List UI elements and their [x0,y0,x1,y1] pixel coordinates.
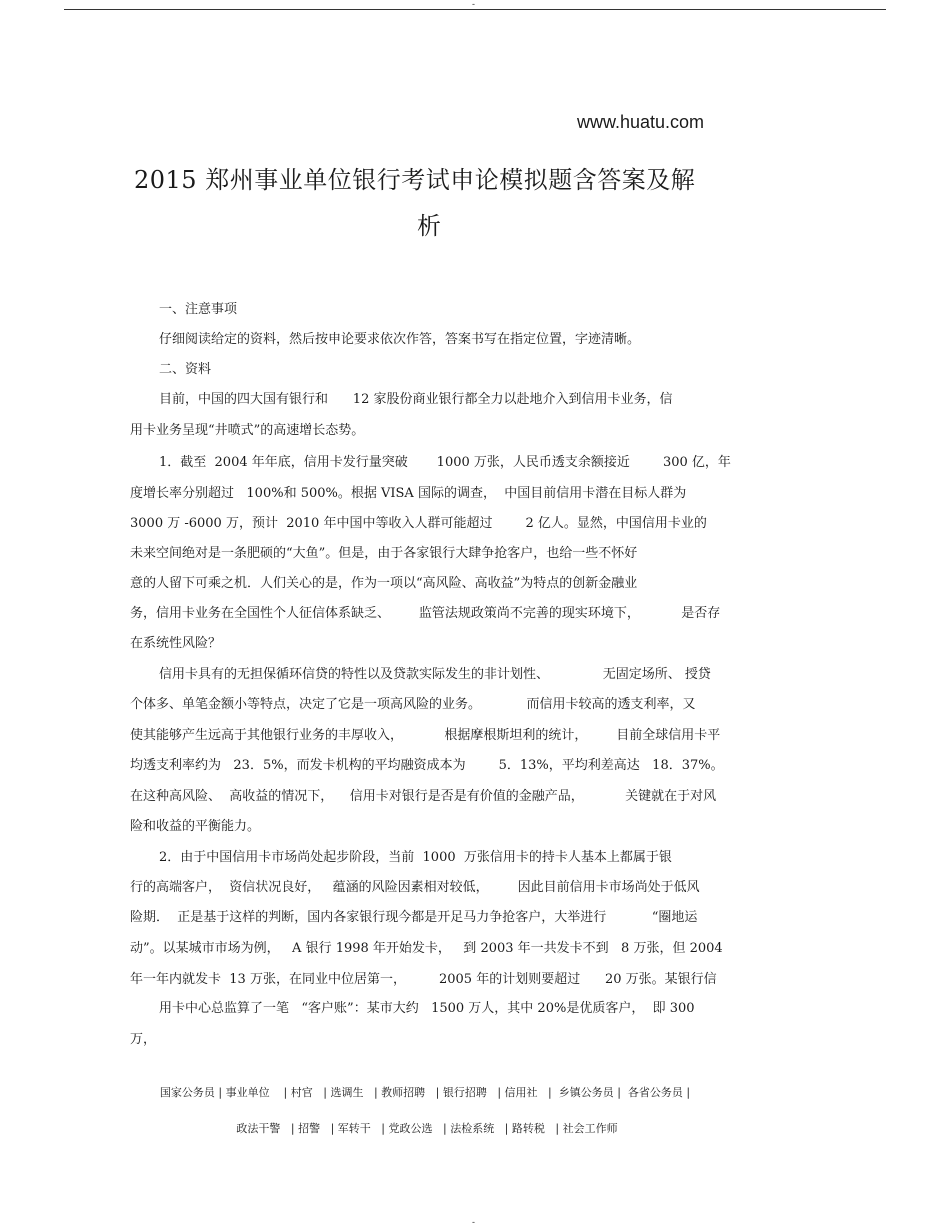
body-line: 意的人留下可乘之机．人们关心的是，作为一项以“高风险、高收益”为特点的创新金融业 [130,576,638,591]
body-line: 仔细阅读给定的资料，然后按申论要求依次作答，答案书写在指定位置，字迹清晰。 [159,332,641,347]
body-line: 用卡中心总监算了一笔 “客户账”：某市大约 1500 万人，其中 20%是优质客户， 即 300 [159,1001,695,1016]
footer-nav-links-2[interactable]: 政法干警 | 招警 | 军转干 | 党政公选 | 法检系统 | 路转税 | 社会工作师 [236,1122,618,1135]
body-line: 险期． 正是基于这样的判断，国内各家银行现今都是开足马力争抢客户，大举进行 “圈地运 [130,910,698,925]
body-line: 2．由于中国信用卡市场尚处起步阶段，当前 1000 万张信用卡的持卡人基本上都属于银 [159,850,672,865]
section-heading-notes: 一、注意事项 [159,302,238,317]
body-line: 在系统性风险？ [130,636,222,651]
body-line: 未来空间绝对是一条肥硕的“大鱼”。但是，由于各家银行大肆争抢客户，也给一些不怀好 [130,546,638,561]
body-line: 万， [130,1032,157,1047]
body-line: 用卡业务呈现“井喷式”的高速增长态势。 [130,423,365,438]
body-line: 个体多、单笔金额小等特点，决定了它是一项高风险的业务。 而信用卡较高的透支利率，又 [130,697,696,712]
body-line: 信用卡具有的无担保循环信贷的特性以及贷款实际发生的非计划性、 无固定场所、 授贷 [159,667,711,682]
document-title-line-1: 2015 郑州事业单位银行考试申论模拟题含答案及解 [134,166,696,194]
footer-mark: - [472,1217,475,1227]
body-line: 在这种高风险、 高收益的情况下， 信用卡对银行是否是有价值的金融产品， 关键就在于对风 [130,789,717,804]
body-line: 目前，中国的四大国有银行和 12 家股份商业银行都全力以赴地介入到信用卡业务，信 [159,392,673,407]
body-line: 行的高端客户， 资信状况良好， 蕴涵的风险因素相对较低， 因此目前信用卡市场尚处于低风 [130,880,700,895]
section-heading-materials: 二、资料 [159,362,212,377]
body-line: 3000 万 -6000 万，预计 2010 年中国中等收入人群可能超过 2 亿人。显然，中国信用卡业的 [130,516,707,531]
header-rule [64,9,886,10]
body-line: 动”。以某城市市场为例， A 银行 1998 年开始发卡， 到 2003 年一共发卡不到 8 万张，但 2004 [130,941,723,956]
site-url-link[interactable]: www.huatu.com [577,112,705,132]
body-line: 务，信用卡业务在全国性个人征信体系缺乏、 监管法规政策尚不完善的现实环境下， 是否存 [130,606,721,621]
header-mark: - [472,0,475,9]
body-line: 1．截至 2004 年年底，信用卡发行量突破 1000 万张，人民币透支余额接近 300 亿，年 [159,455,731,470]
document-title-line-2: 析 [417,212,442,240]
body-line: 使其能够产生远高于其他银行业务的丰厚收入， 根据摩根斯坦利的统计， 目前全球信用卡平 [130,728,721,743]
footer-nav-links-1[interactable]: 国家公务员 | 事业单位 | 村官 | 选调生 | 教师招聘 | 银行招聘 | 信用社 | 乡镇公务员 | 各省公务员 | [159,1086,691,1099]
body-line: 均透支利率约为 23．5%，而发卡机构的平均融资成本为 5．13%，平均利差高达 18．37%。 [130,758,724,773]
body-line: 险和收益的平衡能力。 [130,819,261,834]
body-line: 年一年内就发卡 13 万张，在同业中位居第一， 2005 年的计划则要超过 20 万张。某银行信 [130,972,717,987]
body-line: 度增长率分别超过 100%和 500%。根据 VISA 国际的调查， 中国目前信用卡潜在目标人群为 [130,486,687,501]
